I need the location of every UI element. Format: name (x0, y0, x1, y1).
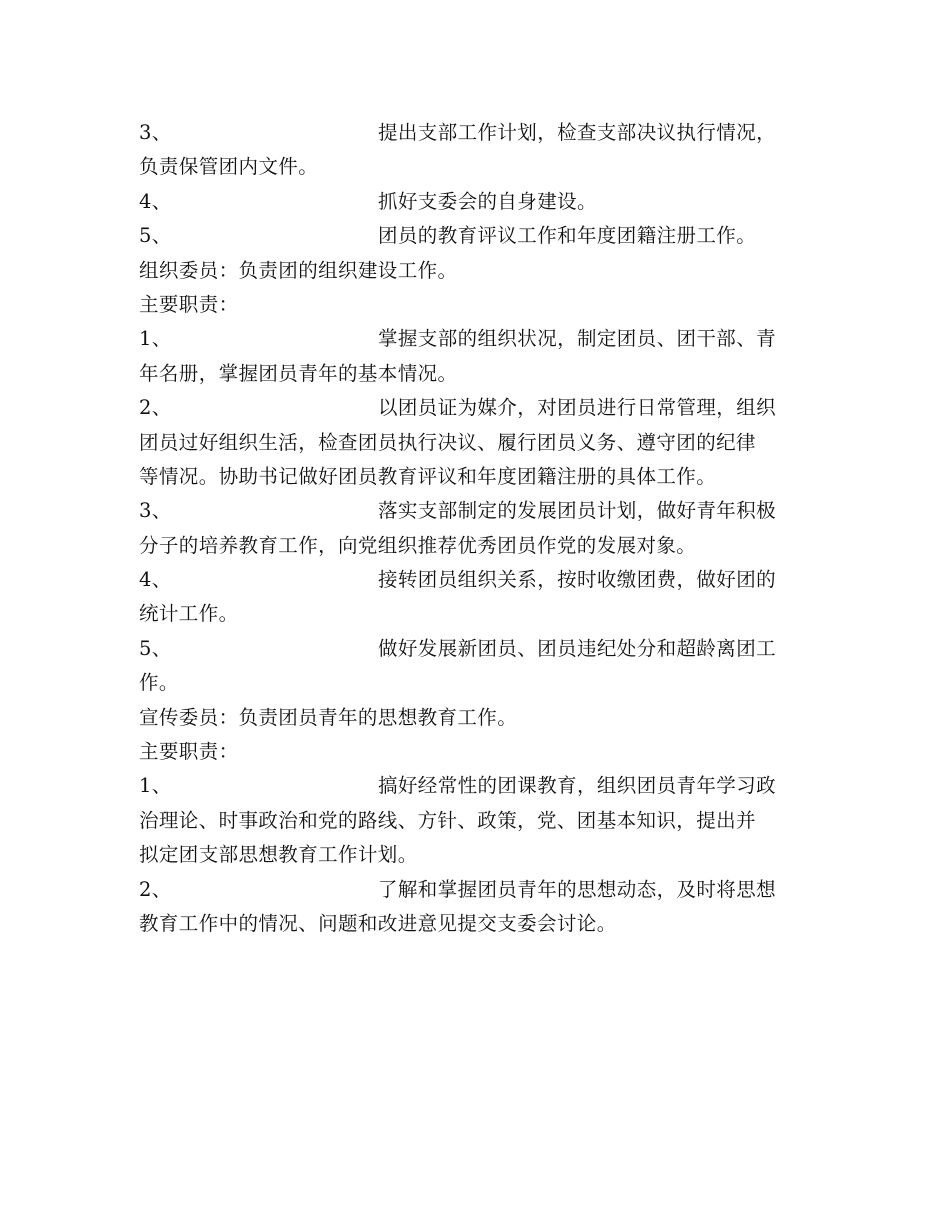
item-number: 3、 (139, 499, 172, 523)
item-text: 以团员证为媒介，对团员进行日常管理，组织 (378, 396, 777, 420)
item-number: 3、 (139, 121, 172, 144)
item-continuation-line: 分子的培养教育工作，向党组织推荐优秀团员作党的发展对象。 (139, 533, 697, 557)
numbered-item-first-line (139, 185, 812, 219)
item-number: 1、 (139, 774, 172, 798)
item-continuation-line: 团员过好组织生活，检查团员执行决议、履行团员义务、遵守团的纪律 (139, 430, 756, 454)
item-number: 4、 (139, 189, 172, 213)
item-number: 5、 (139, 224, 172, 248)
numbered-item-first-line (139, 322, 812, 356)
paragraph-line: 主要职责： (139, 740, 239, 764)
numbered-item-first-line (139, 632, 812, 666)
item-continuation-line: 拟定团支部思想教育工作计划。 (139, 843, 418, 867)
item-text: 接转团员组织关系，按时收缴团费，做好团的 (378, 568, 777, 592)
item-number: 2、 (139, 877, 172, 901)
numbered-item-first-line (139, 873, 812, 907)
numbered-item-first-line (139, 219, 812, 253)
item-continuation-line: 等情况。协助书记做好团员教育评议和年度团籍注册的具体工作。 (139, 464, 717, 488)
item-text: 落实支部制定的发展团员计划，做好青年积极 (378, 499, 777, 523)
item-continuation-line: 年名册，掌握团员青年的基本情况。 (139, 361, 458, 385)
item-continuation-line: 负责保管团内文件。 (139, 155, 319, 179)
numbered-item-first-line (139, 769, 812, 803)
item-number: 4、 (139, 568, 172, 592)
numbered-item-first-line (139, 494, 812, 528)
item-text: 掌握支部的组织状况，制定团员、团干部、青 (378, 327, 777, 351)
item-continuation-line: 作。 (139, 671, 179, 695)
paragraph-line: 组织委员：负责团的组织建设工作。 (139, 258, 458, 282)
numbered-item-first-line (139, 391, 812, 425)
item-continuation-line: 教育工作中的情况、问题和改进意见提交支委会讨论。 (139, 911, 617, 935)
numbered-item-first-line (139, 116, 812, 150)
item-text: 搞好经常性的团课教育，组织团员青年学习政 (378, 774, 777, 798)
item-text: 了解和掌握团员青年的思想动态，及时将思想 (378, 877, 777, 901)
item-number: 5、 (139, 636, 172, 660)
item-text: 提出支部工作计划，检查支部决议执行情况， (378, 121, 777, 144)
item-text: 团员的教育评议工作和年度团籍注册工作。 (378, 224, 757, 248)
item-text: 做好发展新团员、团员违纪处分和超龄离团工 (378, 636, 777, 660)
item-text: 抓好支委会的自身建设。 (378, 189, 597, 213)
item-number: 1、 (139, 327, 172, 351)
document-body (139, 116, 812, 941)
paragraph-line: 主要职责： (139, 292, 239, 316)
numbered-item-first-line (139, 563, 812, 597)
item-continuation-line: 治理论、时事政治和党的路线、方针、政策，党、团基本知识，提出并 (139, 808, 756, 832)
item-number: 2、 (139, 396, 172, 420)
paragraph-line: 宣传委员：负责团员青年的思想教育工作。 (139, 705, 518, 729)
item-continuation-line: 统计工作。 (139, 602, 239, 626)
